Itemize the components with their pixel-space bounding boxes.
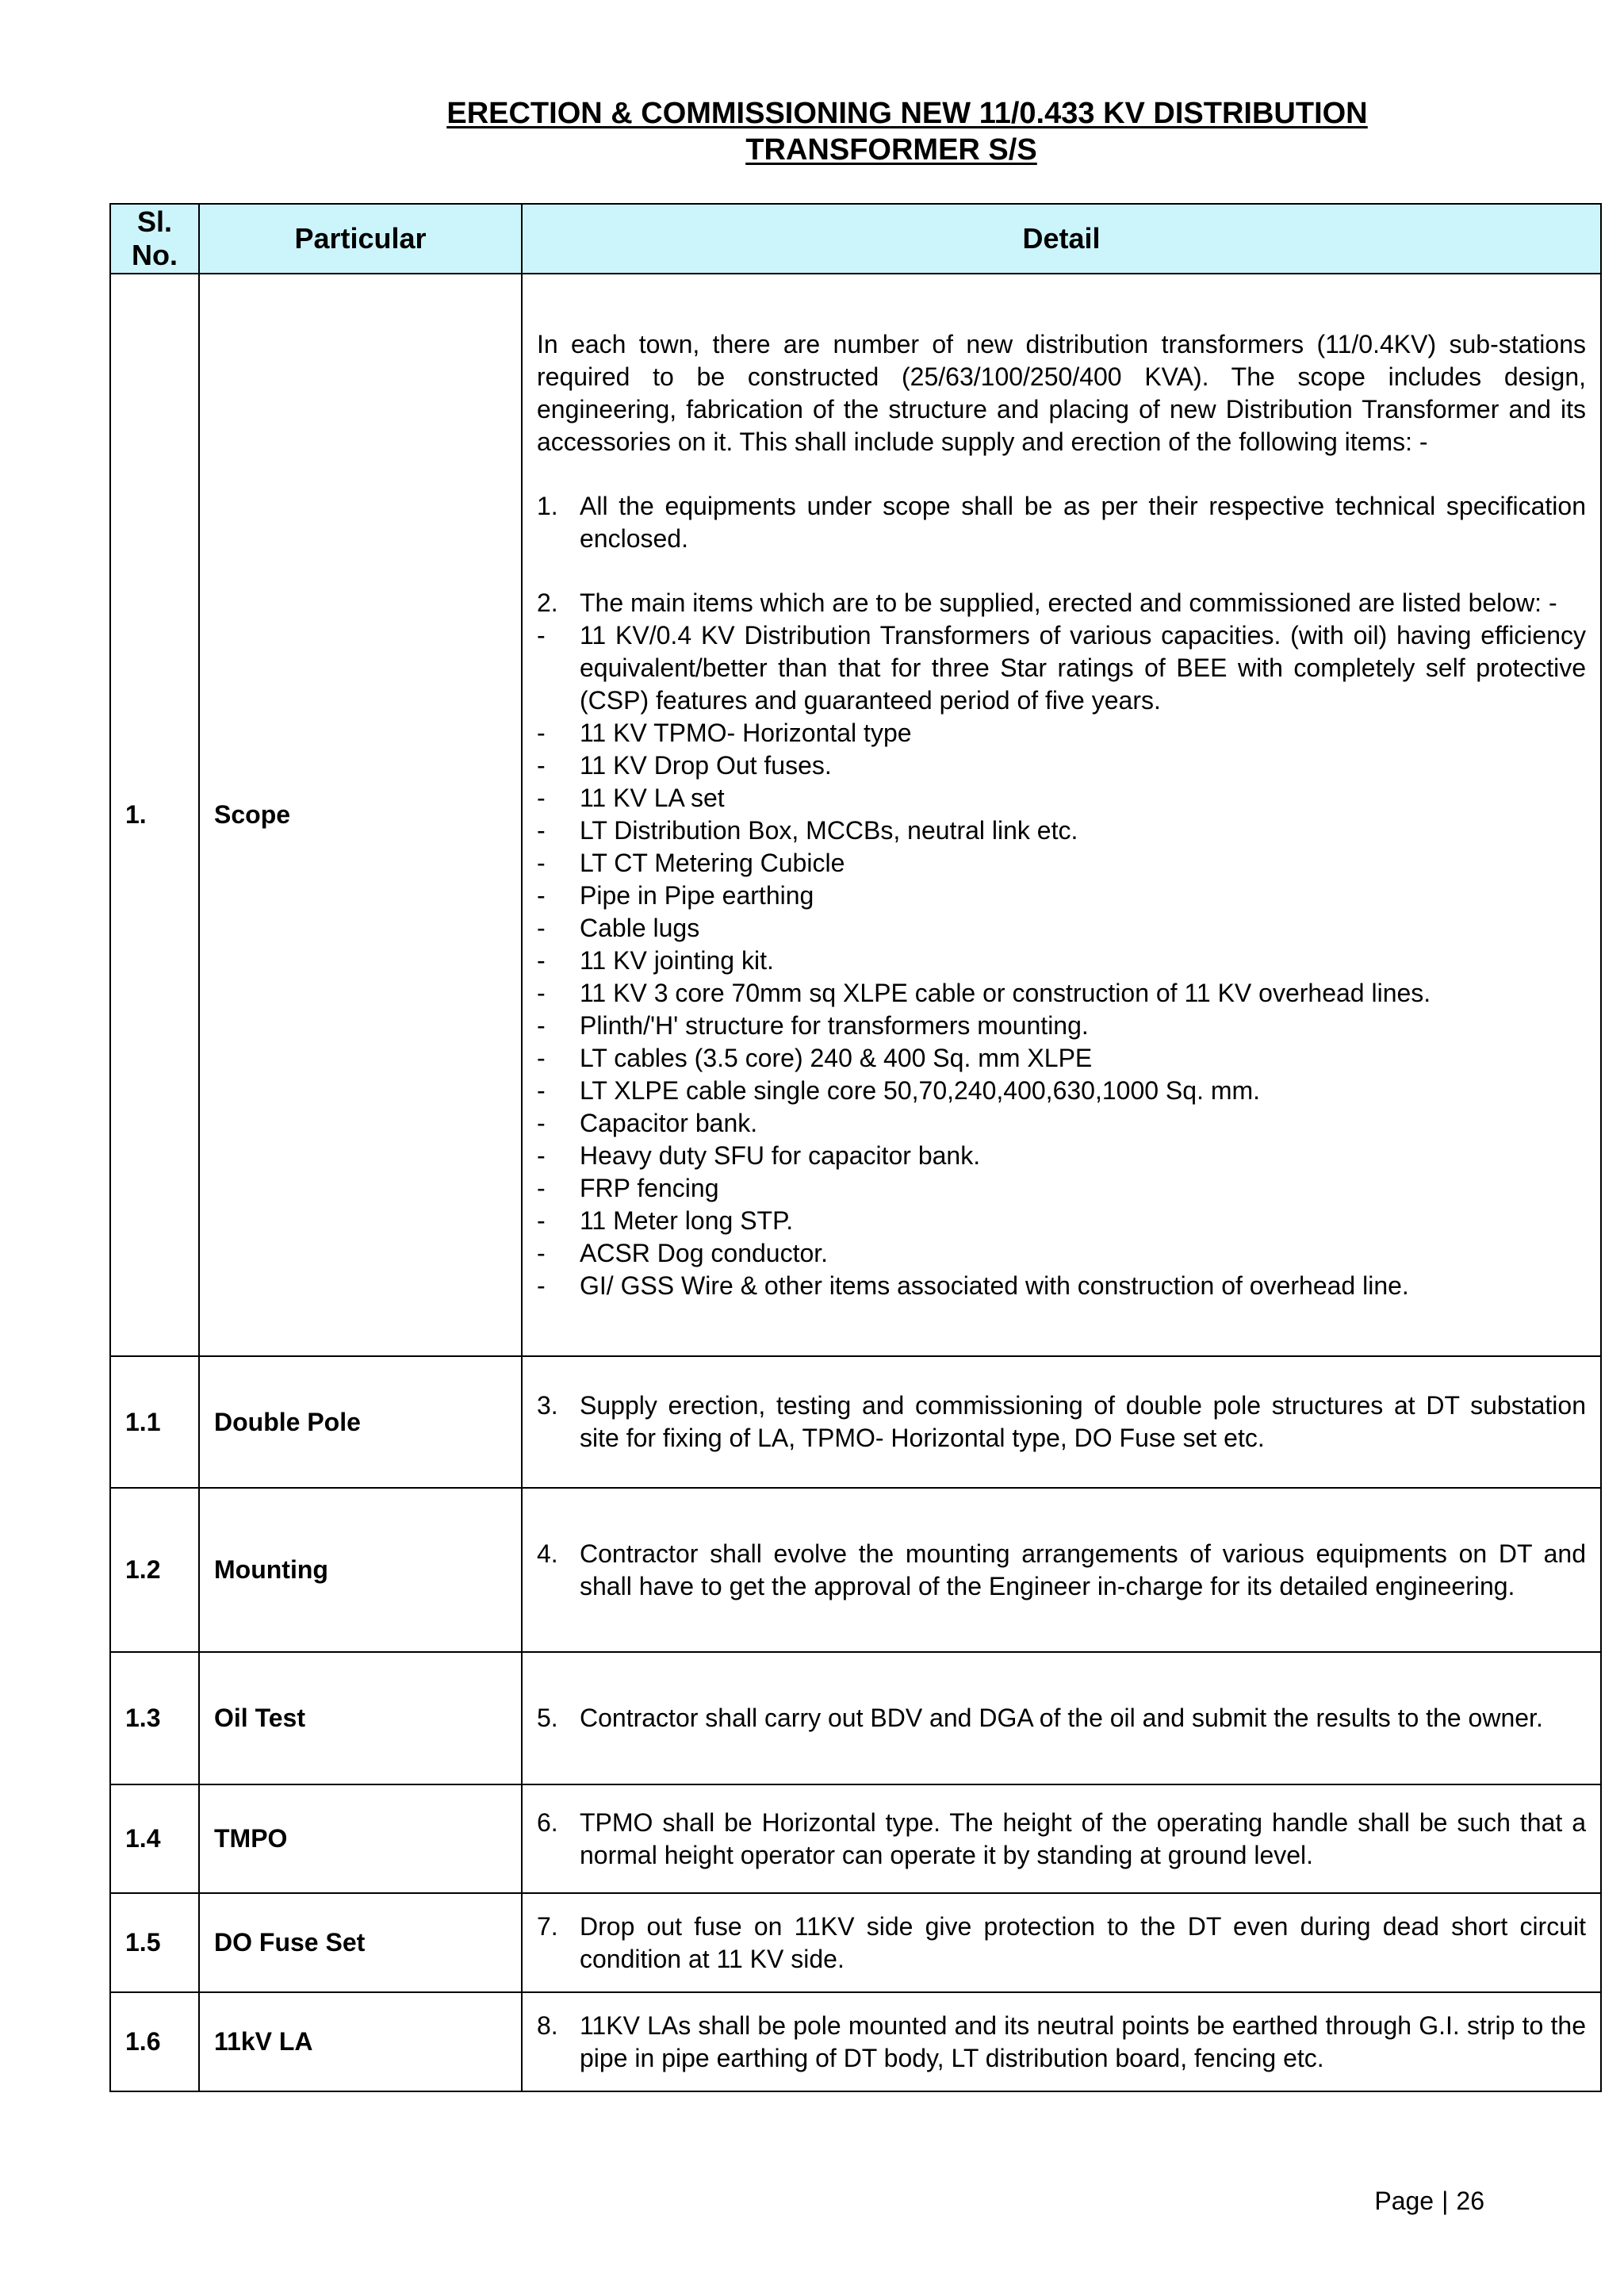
bullet-dash: - — [537, 1075, 546, 1105]
bullet-text: LT Distribution Box, MCCBs, neutral link etc. — [580, 815, 1078, 845]
detail-cell — [522, 1784, 1601, 1893]
specification-table — [109, 203, 1602, 2092]
bullet-item — [537, 912, 1586, 945]
title-line-2: TRANSFORMER S/S — [745, 133, 1037, 167]
bullet-dash: - — [537, 815, 546, 845]
bullet-text: 11 Meter long STP. — [580, 1205, 794, 1235]
list-item — [537, 490, 1586, 555]
bullet-dash: - — [537, 880, 546, 910]
bullet-text: ACSR Dog conductor. — [580, 1238, 829, 1267]
bullet-text: 11 KV/0.4 KV Distribution Transformers of various capacities. (with oil) having efficiency equivalent/better than that for three Star ratings of BEE with completely self protective (CSP) features and guaranteed period of five years. — [580, 620, 1586, 715]
header-particular: Particular — [199, 204, 522, 274]
bullet-dash: - — [537, 1010, 546, 1040]
header-detail: Detail — [522, 204, 1601, 274]
particular-cell: DO Fuse Set — [199, 1893, 522, 1992]
bullet-dash: - — [537, 620, 546, 650]
scope-intro: In each town, there are number of new distribution transformers (11/0.4KV) sub-stations required to be constructed (25/63/100/250/400 KVA). The scope includes design, engineering, fabrication of the structure and placing of new Distribution Transformer and its accessories on it. This shall include supply and erection of the following items: - — [537, 329, 1586, 456]
bullet-item — [537, 1270, 1586, 1302]
header-sl-no: Sl. No. — [110, 204, 199, 274]
bullet-dash: - — [537, 1271, 546, 1300]
bullet-text: 11 KV LA set — [580, 783, 725, 812]
list-item — [537, 587, 1586, 619]
particular-cell: Double Pole — [199, 1356, 522, 1488]
detail-cell — [522, 1992, 1601, 2091]
item-number: 2. — [537, 588, 558, 617]
sl-cell: 1.6 — [110, 1992, 199, 2091]
bullet-item — [537, 880, 1586, 912]
bullet-item — [537, 1205, 1586, 1237]
bullet-dash: - — [537, 1205, 546, 1235]
bullet-dash: - — [537, 1140, 546, 1170]
bullet-item — [537, 815, 1586, 847]
scope-bullet-list — [537, 619, 1586, 1302]
sl-cell: 1.4 — [110, 1784, 199, 1893]
bullet-item — [537, 1237, 1586, 1270]
item-number: 7. — [537, 1911, 558, 1941]
detail-cell — [522, 274, 1601, 1356]
bullet-dash: - — [537, 1043, 546, 1072]
bullet-text: 11 KV 3 core 70mm sq XLPE cable or construction of 11 KV overhead lines. — [580, 978, 1431, 1007]
bullet-dash: - — [537, 945, 546, 975]
bullet-dash: - — [537, 913, 546, 942]
bullet-dash: - — [537, 1108, 546, 1137]
table-row — [110, 1652, 1601, 1784]
bullet-item — [537, 782, 1586, 815]
detail-cell — [522, 1893, 1601, 1992]
bullet-item — [537, 749, 1586, 782]
item-text: 11KV LAs shall be pole mounted and its neutral points be earthed through G.I. strip to the pipe in pipe earthing of DT body, LT distribution board, fencing etc. — [580, 2010, 1586, 2072]
item-number: 6. — [537, 1807, 558, 1837]
bullet-text: Capacitor bank. — [580, 1108, 758, 1137]
bullet-item — [537, 1107, 1586, 1140]
item-text: Supply erection, testing and commissioning of double pole structures at DT substation site for fixing of LA, TPMO- Horizontal type, DO Fuse set etc. — [580, 1391, 1586, 1452]
page-number-value: 26 — [1456, 2187, 1484, 2215]
bullet-item — [537, 977, 1586, 1010]
bullet-item — [537, 1010, 1586, 1042]
bullet-text: FRP fencing — [580, 1173, 719, 1202]
table-row — [110, 1893, 1601, 1992]
document-title — [0, 95, 1624, 168]
bullet-dash: - — [537, 1238, 546, 1267]
bullet-text: Heavy duty SFU for capacitor bank. — [580, 1140, 981, 1170]
detail-cell — [522, 1488, 1601, 1652]
detail-cell — [522, 1652, 1601, 1784]
particular-cell: Oil Test — [199, 1652, 522, 1784]
bullet-text: 11 KV Drop Out fuses. — [580, 750, 832, 780]
page-separator: | — [1442, 2187, 1449, 2215]
item-text: The main items which are to be supplied, erected and commissioned are listed below: - — [580, 588, 1557, 617]
sl-cell: 1. — [110, 274, 199, 1356]
bullet-item — [537, 847, 1586, 880]
item-number: 1. — [537, 491, 558, 520]
particular-cell: TMPO — [199, 1784, 522, 1893]
bullet-item — [537, 619, 1586, 717]
bullet-dash: - — [537, 1173, 546, 1202]
page-label: Page — [1374, 2187, 1434, 2215]
table-row — [110, 1356, 1601, 1488]
bullet-item — [537, 1140, 1586, 1172]
bullet-item — [537, 717, 1586, 749]
sl-cell: 1.3 — [110, 1652, 199, 1784]
detail-cell — [522, 1356, 1601, 1488]
bullet-item — [537, 1075, 1586, 1107]
item-number: 8. — [537, 2010, 558, 2040]
bullet-text: Plinth/'H' structure for transformers mounting. — [580, 1010, 1089, 1040]
bullet-dash: - — [537, 848, 546, 877]
sl-cell: 1.2 — [110, 1488, 199, 1652]
page-number — [1374, 2187, 1484, 2216]
bullet-text: Cable lugs — [580, 913, 700, 942]
bullet-text: LT XLPE cable single core 50,70,240,400,630,1000 Sq. mm. — [580, 1075, 1261, 1105]
table-row-scope — [110, 274, 1601, 1356]
bullet-dash: - — [537, 718, 546, 747]
table-header-row — [110, 204, 1601, 274]
item-text: Drop out fuse on 11KV side give protection to the DT even during dead short circuit condition at 11 KV side. — [580, 1911, 1586, 1973]
bullet-text: LT cables (3.5 core) 240 & 400 Sq. mm XLPE — [580, 1043, 1093, 1072]
bullet-text: 11 KV TPMO- Horizontal type — [580, 718, 912, 747]
particular-cell: Scope — [199, 274, 522, 1356]
table-row — [110, 1784, 1601, 1893]
bullet-item — [537, 945, 1586, 977]
item-text: Contractor shall evolve the mounting arrangements of various equipments on DT and shall have to get the approval of the Engineer in-charge for its detailed engineering. — [580, 1539, 1586, 1600]
item-number: 5. — [537, 1704, 558, 1732]
bullet-item — [537, 1042, 1586, 1075]
particular-cell: Mounting — [199, 1488, 522, 1652]
bullet-text: Pipe in Pipe earthing — [580, 880, 814, 910]
bullet-dash: - — [537, 783, 546, 812]
table-row — [110, 1488, 1601, 1652]
bullet-item — [537, 1172, 1586, 1205]
item-text: TPMO shall be Horizontal type. The height of the operating handle shall be such that a normal height operator can operate it by standing at ground level. — [580, 1807, 1586, 1869]
bullet-dash: - — [537, 978, 546, 1007]
item-text: All the equipments under scope shall be as per their respective technical specification enclosed. — [580, 491, 1586, 553]
sl-cell: 1.1 — [110, 1356, 199, 1488]
bullet-text: LT CT Metering Cubicle — [580, 848, 845, 877]
sl-cell: 1.5 — [110, 1893, 199, 1992]
bullet-text: GI/ GSS Wire & other items associated with construction of overhead line. — [580, 1271, 1409, 1300]
title-line-1: ERECTION & COMMISSIONING NEW 11/0.433 KV DISTRIBUTION — [446, 97, 1368, 130]
particular-cell: 11kV LA — [199, 1992, 522, 2091]
item-text: Contractor shall carry out BDV and DGA of the oil and submit the results to the owner. — [580, 1704, 1543, 1732]
table-row — [110, 1992, 1601, 2091]
bullet-dash: - — [537, 750, 546, 780]
item-number: 3. — [537, 1391, 558, 1420]
bullet-text: 11 KV jointing kit. — [580, 945, 774, 975]
item-number: 4. — [537, 1539, 558, 1568]
